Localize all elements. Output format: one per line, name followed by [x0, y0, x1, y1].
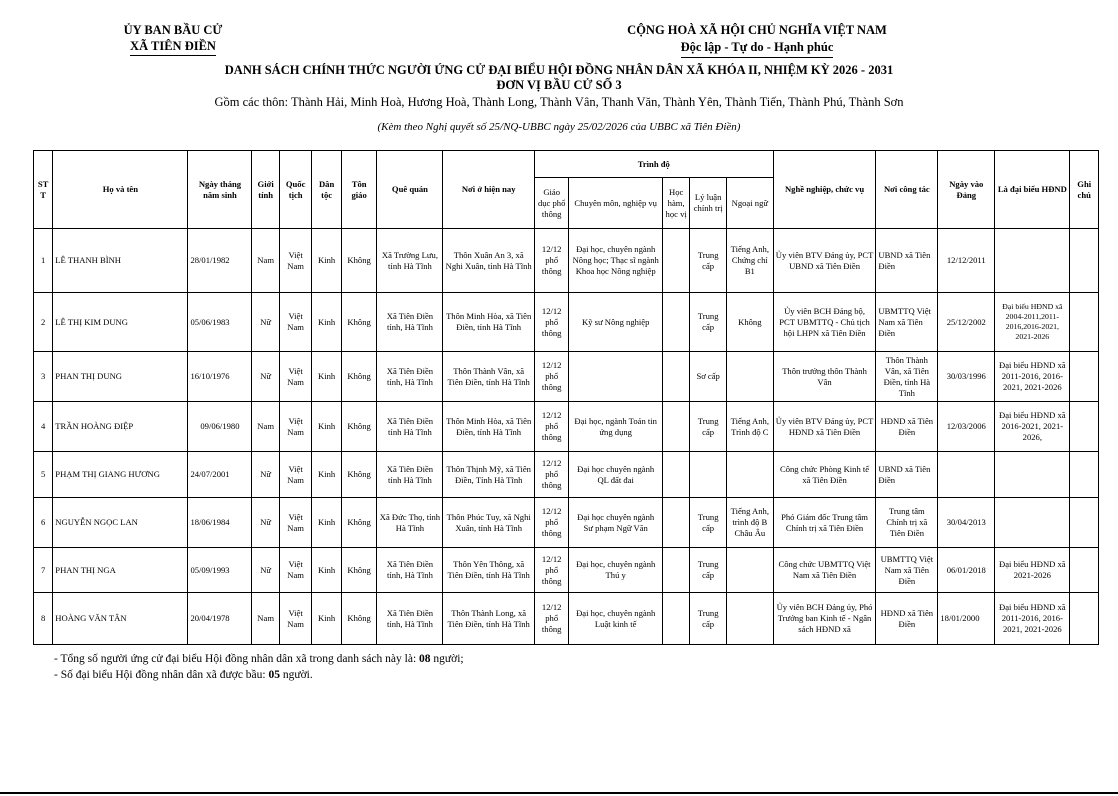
cell-specialty	[569, 352, 662, 402]
cell-stt: 8	[34, 593, 53, 645]
cell-specialty: Đại học, chuyên ngành Nông học; Thạc sĩ ngành Khoa học Nông nghiệp	[569, 229, 662, 293]
seat-count: 05	[268, 669, 280, 681]
cell-gender: Nam	[252, 593, 279, 645]
header-religion: Tôn giáo	[341, 151, 377, 229]
cell-workplace: UBND xã Tiên Điền	[876, 452, 938, 498]
cell-degree	[662, 402, 689, 452]
header-workplace: Nơi công tác	[876, 151, 938, 229]
table-row	[34, 352, 1099, 402]
cell-religion: Không	[341, 593, 377, 645]
cell-religion: Không	[341, 548, 377, 593]
cell-name: PHAN THỊ DUNG	[53, 352, 188, 402]
cell-stt: 7	[34, 548, 53, 593]
cell-notes	[1070, 229, 1099, 293]
table-row	[34, 548, 1099, 593]
cell-nationality: Việt Nam	[279, 452, 312, 498]
cell-ethnicity: Kinh	[312, 352, 341, 402]
table-row	[34, 293, 1099, 352]
cell-dob: 20/04/1978	[188, 593, 252, 645]
national-motto: Độc lập - Tự do - Hạnh phúc	[681, 39, 834, 58]
cell-nationality: Việt Nam	[279, 229, 312, 293]
header-degree: Học hàm, học vị	[662, 178, 689, 229]
cell-name: PHẠM THỊ GIANG HƯƠNG	[53, 452, 188, 498]
cell-political: Trung cấp	[690, 402, 727, 452]
cell-general: 12/12 phổ thông	[534, 498, 569, 548]
cell-general: 12/12 phổ thông	[534, 402, 569, 452]
header-education-group: Trình độ	[534, 151, 773, 178]
header-political: Lý luận chính trị	[690, 178, 727, 229]
cell-delegate	[995, 498, 1070, 548]
cell-workplace: Thôn Thành Vân, xã Tiên Điền, tỉnh Hà Tĩnh	[876, 352, 938, 402]
cell-gender: Nam	[252, 402, 279, 452]
cell-notes	[1070, 402, 1099, 452]
cell-stt: 1	[34, 229, 53, 293]
cell-nationality: Việt Nam	[279, 402, 312, 452]
committee-header	[118, 22, 228, 56]
cell-general: 12/12 phổ thông	[534, 548, 569, 593]
seat-count-line	[54, 667, 464, 683]
cell-degree	[662, 293, 689, 352]
cell-residence: Thôn Minh Hòa, xã Tiên Điền, tỉnh Hà Tĩnh	[443, 293, 534, 352]
cell-religion: Không	[341, 498, 377, 548]
cell-occupation: Công chức UBMTTQ Việt Nam xã Tiên Điền	[773, 548, 876, 593]
cell-residence: Thôn Thịnh Mỹ, xã Tiên Điền, Tỉnh Hà Tĩnh	[443, 452, 534, 498]
cell-language	[726, 352, 773, 402]
cell-notes	[1070, 498, 1099, 548]
cell-ethnicity: Kinh	[312, 498, 341, 548]
header-dob: Ngày tháng năm sinh	[188, 151, 252, 229]
cell-residence: Thôn Phúc Tuy, xã Nghi Xuân, tỉnh Hà Tĩnh	[443, 498, 534, 548]
cell-language	[726, 548, 773, 593]
cell-delegate: Đại biểu HĐND xã 2021-2026	[995, 548, 1070, 593]
cell-party-date: 18/01/2000	[938, 593, 995, 645]
candidate-count-line	[54, 651, 464, 667]
cell-specialty: Đại học, chuyên ngành Luật kinh tế	[569, 593, 662, 645]
cell-stt: 3	[34, 352, 53, 402]
cell-gender: Nữ	[252, 352, 279, 402]
cell-ethnicity: Kinh	[312, 593, 341, 645]
cell-gender: Nam	[252, 229, 279, 293]
cell-general: 12/12 phổ thông	[534, 229, 569, 293]
cell-workplace: HĐND xã Tiên Điền	[876, 402, 938, 452]
cell-delegate: Đại biểu HĐND xã 2004-2011,2011-2016,2016-2021, 2021-2026	[995, 293, 1070, 352]
cell-nationality: Việt Nam	[279, 352, 312, 402]
page-bottom-divider	[0, 792, 1118, 794]
committee-name: ỦY BAN BẦU CỬ	[123, 23, 223, 37]
national-header	[610, 22, 904, 58]
header-notes: Ghi chú	[1070, 151, 1099, 229]
cell-nationality: Việt Nam	[279, 498, 312, 548]
header-stt: STT	[34, 151, 53, 229]
cell-general: 12/12 phổ thông	[534, 593, 569, 645]
cell-religion: Không	[341, 229, 377, 293]
cell-specialty: Đại học, ngành Toán tin ứng dụng	[569, 402, 662, 452]
cell-delegate	[995, 229, 1070, 293]
cell-occupation: Ủy viên BCH Đảng ủy, Phó Trưởng ban Kinh tế - Ngân sách HĐND xã	[773, 593, 876, 645]
cell-party-date: 30/04/2013	[938, 498, 995, 548]
summary-notes	[54, 651, 464, 683]
header-hometown: Quê quán	[377, 151, 443, 229]
cell-delegate: Đại biểu HĐND xã 2011-2016, 2016-2021, 2021-2026	[995, 352, 1070, 402]
cell-religion: Không	[341, 452, 377, 498]
cell-residence: Thôn Xuân An 3, xã Nghi Xuân, tỉnh Hà Tĩnh	[443, 229, 534, 293]
cell-specialty: Đại học chuyên ngành QL đất đai	[569, 452, 662, 498]
cell-notes	[1070, 593, 1099, 645]
cell-general: 12/12 phổ thông	[534, 293, 569, 352]
cell-workplace: HĐND xã Tiên Điền	[876, 593, 938, 645]
cell-notes	[1070, 293, 1099, 352]
candidate-count: 08	[419, 653, 431, 665]
seat-count-suffix: người.	[279, 669, 313, 681]
header-name: Họ và tên	[53, 151, 188, 229]
cell-occupation: Ủy viên BTV Đảng ủy, PCT UBND xã Tiên Điền	[773, 229, 876, 293]
resolution-note: (Kèm theo Nghị quyết số 25/NQ-UBBC ngày 25/02/2026 của UBBC xã Tiên Điền)	[377, 121, 741, 133]
cell-party-date: 06/01/2018	[938, 548, 995, 593]
cell-delegate: Đại biểu HĐND xã 2011-2016, 2016-2021, 2021-2026	[995, 593, 1070, 645]
cell-name: PHAN THỊ NGA	[53, 548, 188, 593]
cell-dob: 05/09/1993	[188, 548, 252, 593]
header-gender: Giới tính	[252, 151, 279, 229]
cell-party-date: 12/12/2011	[938, 229, 995, 293]
cell-degree	[662, 498, 689, 548]
table-row	[34, 402, 1099, 452]
cell-gender: Nữ	[252, 293, 279, 352]
cell-notes	[1070, 452, 1099, 498]
cell-stt: 6	[34, 498, 53, 548]
cell-workplace: UBMTTQ Việt Nam xã Tiên Điền	[876, 293, 938, 352]
table-row	[34, 229, 1099, 293]
cell-hometown: Xã Tiên Điền tỉnh, Hà Tĩnh	[377, 593, 443, 645]
cell-political: Trung cấp	[690, 548, 727, 593]
cell-general: 12/12 phổ thông	[534, 352, 569, 402]
cell-gender: Nữ	[252, 548, 279, 593]
cell-party-date: 12/03/2006	[938, 402, 995, 452]
cell-stt: 5	[34, 452, 53, 498]
cell-degree	[662, 229, 689, 293]
cell-occupation: Thôn trưởng thôn Thành Vân	[773, 352, 876, 402]
cell-gender: Nữ	[252, 452, 279, 498]
cell-residence: Thôn Thành Vân, xã Tiên Điền, tỉnh Hà Tĩnh	[443, 352, 534, 402]
cell-ethnicity: Kinh	[312, 293, 341, 352]
commune-name: XÃ TIÊN ĐIỀN	[130, 38, 216, 56]
cell-dob: 24/07/2001	[188, 452, 252, 498]
cell-residence: Thôn Minh Hòa, xã Tiên Điền, tỉnh Hà Tĩnh	[443, 402, 534, 452]
cell-specialty: Đại học, chuyên ngành Thú y	[569, 548, 662, 593]
cell-political	[690, 452, 727, 498]
national-title: CỘNG HOÀ XÃ HỘI CHỦ NGHĨA VIỆT NAM	[627, 23, 887, 37]
cell-party-date: 25/12/2002	[938, 293, 995, 352]
cell-degree	[662, 452, 689, 498]
cell-degree	[662, 548, 689, 593]
cell-religion: Không	[341, 402, 377, 452]
village-list: Gồm các thôn: Thành Hải, Minh Hoà, Hương Hoà, Thành Long, Thành Vân, Thanh Văn, Thành Yên, Thành Tiến, Thành Phú, Thành Sơn	[214, 95, 904, 109]
cell-nationality: Việt Nam	[279, 548, 312, 593]
cell-dob: 16/10/1976	[188, 352, 252, 402]
cell-stt: 2	[34, 293, 53, 352]
cell-name: HOÀNG VĂN TÂN	[53, 593, 188, 645]
cell-ethnicity: Kinh	[312, 452, 341, 498]
header-delegate: Là đại biểu HĐND	[995, 151, 1070, 229]
cell-language: Tiếng Anh, trình độ B Châu Âu	[726, 498, 773, 548]
cell-degree	[662, 352, 689, 402]
cell-name: TRẦN HOÀNG ĐIỆP	[53, 402, 188, 452]
cell-dob: 09/06/1980	[188, 402, 252, 452]
cell-political: Sơ cấp	[690, 352, 727, 402]
cell-degree	[662, 593, 689, 645]
header-occupation: Nghề nghiệp, chức vụ	[773, 151, 876, 229]
cell-political: Trung cấp	[690, 498, 727, 548]
candidate-count-label: - Tổng số người ứng cử đại biểu Hội đồng nhân dân xã trong danh sách này là:	[54, 653, 420, 665]
cell-language: Tiếng Anh, Chứng chỉ B1	[726, 229, 773, 293]
cell-language: Không	[726, 293, 773, 352]
cell-religion: Không	[341, 293, 377, 352]
cell-gender: Nữ	[252, 498, 279, 548]
cell-ethnicity: Kinh	[312, 229, 341, 293]
cell-notes	[1070, 548, 1099, 593]
header-nationality: Quốc tịch	[279, 151, 312, 229]
header-language: Ngoại ngữ	[726, 178, 773, 229]
cell-workplace: UBND xã Tiên Điền	[876, 229, 938, 293]
header-party-date: Ngày vào Đảng	[938, 151, 995, 229]
cell-workplace: Trung tâm Chính trị xã Tiên Điền	[876, 498, 938, 548]
candidate-count-suffix: người;	[430, 653, 464, 665]
cell-language	[726, 593, 773, 645]
cell-hometown: Xã Tiên Điền tỉnh Hà Tĩnh	[377, 452, 443, 498]
cell-residence: Thôn Yên Thông, xã Tiên Điền, tỉnh Hà Tĩnh	[443, 548, 534, 593]
cell-specialty: Kỹ sư Nông nghiệp	[569, 293, 662, 352]
cell-name: LÊ THANH BÌNH	[53, 229, 188, 293]
cell-delegate: Đại biểu HĐND xã 2016-2021, 2021-2026,	[995, 402, 1070, 452]
cell-hometown: Xã Tiên Điền tỉnh, Hà Tĩnh	[377, 293, 443, 352]
table-row	[34, 498, 1099, 548]
cell-language	[726, 452, 773, 498]
header-specialty: Chuyên môn, nghiệp vụ	[569, 178, 662, 229]
cell-hometown: Xã Tiên Điền tỉnh Hà Tĩnh	[377, 402, 443, 452]
cell-party-date: 30/03/1996	[938, 352, 995, 402]
cell-occupation: Ủy viên BCH Đảng bộ, PCT UBMTTQ - Chủ tịch hội LHPN xã Tiên Điền	[773, 293, 876, 352]
cell-specialty: Đại học chuyên ngành Sư phạm Ngữ Văn	[569, 498, 662, 548]
cell-delegate	[995, 452, 1070, 498]
cell-political: Trung cấp	[690, 229, 727, 293]
cell-language: Tiếng Anh, Trình độ C	[726, 402, 773, 452]
cell-notes	[1070, 352, 1099, 402]
table-row	[34, 593, 1099, 645]
cell-nationality: Việt Nam	[279, 293, 312, 352]
cell-hometown: Xã Đức Thọ, tỉnh Hà Tĩnh	[377, 498, 443, 548]
cell-residence: Thôn Thành Long, xã Tiên Điền, tỉnh Hà Tĩnh	[443, 593, 534, 645]
seat-count-label: - Số đại biểu Hội đồng nhân dân xã được bầu:	[54, 669, 269, 681]
cell-political: Trung cấp	[690, 293, 727, 352]
cell-stt: 4	[34, 402, 53, 452]
header-ethnicity: Dân tộc	[312, 151, 341, 229]
cell-occupation: Công chức Phòng Kinh tế xã Tiên Điền	[773, 452, 876, 498]
cell-occupation: Ủy viên BTV Đảng ủy, PCT HĐND xã Tiên Điền	[773, 402, 876, 452]
document-title: DANH SÁCH CHÍNH THỨC NGƯỜI ỨNG CỬ ĐẠI BIỂU HỘI ĐỒNG NHÂN DÂN XÃ KHÓA II, NHIỆM KỲ 2026 - 2031	[224, 63, 894, 77]
cell-political: Trung cấp	[690, 593, 727, 645]
cell-dob: 18/06/1984	[188, 498, 252, 548]
cell-ethnicity: Kinh	[312, 402, 341, 452]
header-residence: Nơi ở hiện nay	[443, 151, 534, 229]
cell-dob: 28/01/1982	[188, 229, 252, 293]
header-general: Giáo dục phổ thông	[534, 178, 569, 229]
cell-religion: Không	[341, 352, 377, 402]
cell-hometown: Xã Tiên Điền tỉnh, Hà Tĩnh	[377, 548, 443, 593]
cell-occupation: Phó Giám đốc Trung tâm Chính trị xã Tiên Điền	[773, 498, 876, 548]
cell-ethnicity: Kinh	[312, 548, 341, 593]
cell-nationality: Việt Nam	[279, 593, 312, 645]
cell-general: 12/12 phổ thông	[534, 452, 569, 498]
cell-dob: 05/06/1983	[188, 293, 252, 352]
electoral-unit-title: ĐƠN VỊ BẦU CỬ SỐ 3	[496, 78, 622, 92]
cell-party-date	[938, 452, 995, 498]
candidate-table	[33, 150, 1099, 645]
cell-hometown: Xã Trường Lưu, tỉnh Hà Tĩnh	[377, 229, 443, 293]
cell-workplace: UBMTTQ Việt Nam xã Tiên Điền	[876, 548, 938, 593]
cell-hometown: Xã Tiên Điền tỉnh, Hà Tĩnh	[377, 352, 443, 402]
table-row	[34, 452, 1099, 498]
cell-name: NGUYỄN NGỌC LAN	[53, 498, 188, 548]
cell-name: LÊ THỊ KIM DUNG	[53, 293, 188, 352]
